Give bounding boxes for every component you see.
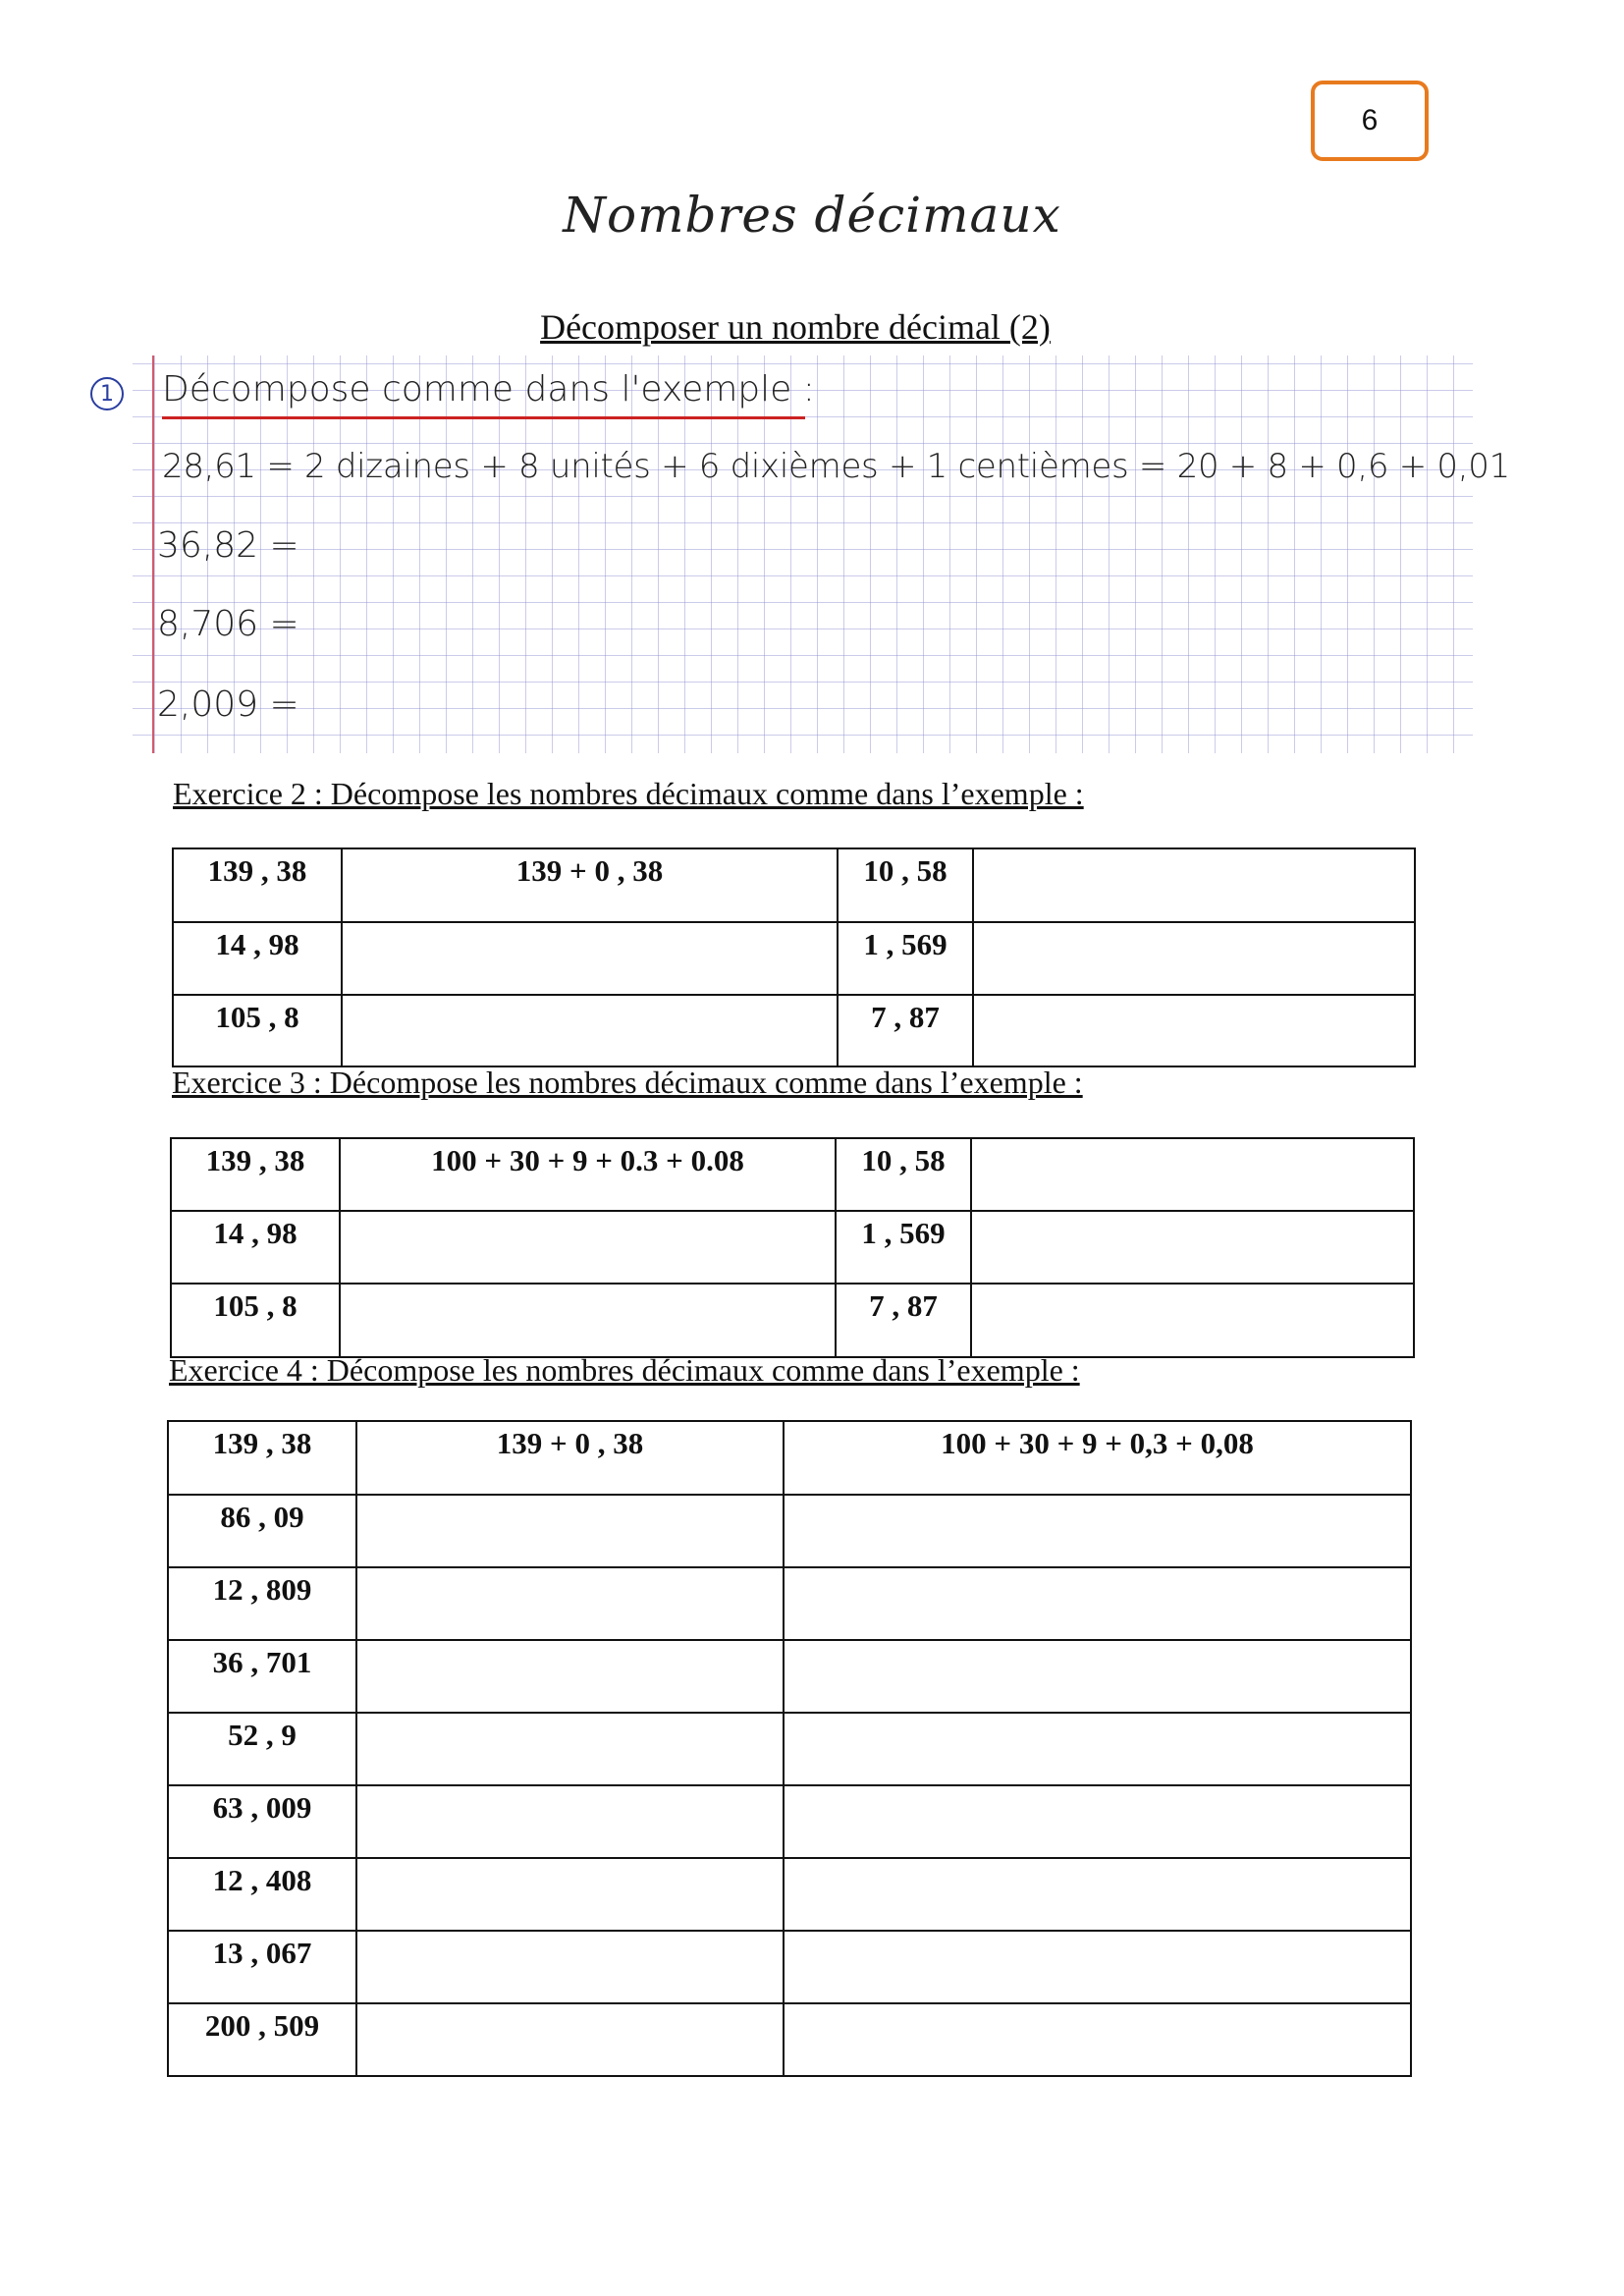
answer-cell[interactable] [356, 1785, 784, 1858]
answer-cell[interactable]: 100 + 30 + 9 + 0,3 + 0,08 [784, 1421, 1411, 1495]
exercise3-table [170, 1137, 1415, 1358]
margin-line [152, 355, 154, 753]
answer-cell[interactable] [973, 848, 1415, 922]
table-row [168, 1713, 1411, 1785]
answer-cell[interactable] [784, 2003, 1411, 2076]
page-subtitle: Décomposer un nombre décimal (2) [540, 307, 1051, 347]
number-cell: 12 , 408 [168, 1858, 356, 1931]
answer-cell[interactable] [784, 1567, 1411, 1640]
answer-cell[interactable] [342, 922, 838, 995]
number-cell: 7 , 87 [838, 995, 973, 1066]
table-row [168, 1567, 1411, 1640]
page-title: Nombres décimaux [563, 187, 1061, 244]
number-cell: 105 , 8 [171, 1284, 340, 1357]
answer-cell[interactable] [356, 1858, 784, 1931]
answer-cell[interactable] [784, 1713, 1411, 1785]
number-cell: 105 , 8 [173, 995, 342, 1066]
exercise4-table [167, 1420, 1412, 2077]
answer-cell[interactable] [784, 1931, 1411, 2003]
answer-cell[interactable] [973, 995, 1415, 1066]
number-cell: 14 , 98 [173, 922, 342, 995]
table-row [173, 995, 1415, 1066]
answer-cell[interactable] [356, 1931, 784, 2003]
number-cell: 139 , 38 [173, 848, 342, 922]
answer-cell[interactable] [356, 1495, 784, 1567]
number-cell: 36 , 701 [168, 1640, 356, 1713]
answer-cell[interactable] [973, 922, 1415, 995]
table-row [171, 1284, 1414, 1357]
exercise1-item-3: 2,009 = [157, 684, 299, 725]
answer-cell[interactable] [784, 1495, 1411, 1567]
exercise2-title: Exercice 2 : Décompose les nombres décimaux comme dans l’exemple : [173, 776, 1084, 811]
exercise1-item-1: 36,82 = [157, 525, 299, 566]
exercise4-title: Exercice 4 : Décompose les nombres décimaux comme dans l’exemple : [169, 1352, 1080, 1388]
exercise2-table [172, 847, 1416, 1067]
answer-cell[interactable] [784, 1858, 1411, 1931]
table-row [168, 1421, 1411, 1495]
answer-cell[interactable] [784, 1785, 1411, 1858]
number-cell: 86 , 09 [168, 1495, 356, 1567]
answer-cell[interactable] [342, 995, 838, 1066]
answer-cell[interactable]: 139 + 0 , 38 [356, 1421, 784, 1495]
exercise1-example: 28,61 = 2 dizaines + 8 unités + 6 dixièmes + 1 centièmes = 20 + 8 + 0,6 + 0,01 [162, 447, 1510, 486]
number-cell: 200 , 509 [168, 2003, 356, 2076]
number-cell: 1 , 569 [838, 922, 973, 995]
page-number-box [1311, 81, 1429, 161]
table-row [171, 1211, 1414, 1284]
exercise1-item-2: 8,706 = [157, 604, 299, 644]
answer-cell[interactable] [356, 1713, 784, 1785]
number-cell: 139 , 38 [168, 1421, 356, 1495]
exercise1-instruction: Décompose comme dans l'exemple : [162, 369, 815, 410]
page-number: 6 [1361, 104, 1379, 137]
exercise3-title: Exercice 3 : Décompose les nombres décimaux comme dans l’exemple : [172, 1065, 1083, 1100]
number-cell: 7 , 87 [836, 1284, 971, 1357]
answer-cell[interactable] [356, 1567, 784, 1640]
number-cell: 10 , 58 [836, 1138, 971, 1211]
answer-cell[interactable] [971, 1138, 1414, 1211]
table-row [168, 1785, 1411, 1858]
answer-cell[interactable] [356, 1640, 784, 1713]
table-row [168, 1640, 1411, 1713]
number-cell: 63 , 009 [168, 1785, 356, 1858]
table-row [171, 1138, 1414, 1211]
number-cell: 52 , 9 [168, 1713, 356, 1785]
number-cell: 13 , 067 [168, 1931, 356, 2003]
answer-cell[interactable] [784, 1640, 1411, 1713]
number-cell: 14 , 98 [171, 1211, 340, 1284]
table-row [168, 1495, 1411, 1567]
table-row [173, 848, 1415, 922]
answer-cell[interactable] [971, 1284, 1414, 1357]
squared-paper [133, 355, 1473, 753]
table-row [168, 1931, 1411, 2003]
instruction-underline [162, 416, 805, 419]
number-cell: 139 , 38 [171, 1138, 340, 1211]
number-cell: 12 , 809 [168, 1567, 356, 1640]
table-row [173, 922, 1415, 995]
answer-cell[interactable] [340, 1211, 836, 1284]
answer-cell[interactable] [340, 1284, 836, 1357]
answer-cell[interactable]: 139 + 0 , 38 [342, 848, 838, 922]
number-cell: 10 , 58 [838, 848, 973, 922]
number-cell: 1 , 569 [836, 1211, 971, 1284]
exercise1-number: 1 [90, 377, 124, 410]
answer-cell[interactable] [356, 2003, 784, 2076]
answer-cell[interactable]: 100 + 30 + 9 + 0.3 + 0.08 [340, 1138, 836, 1211]
table-row [168, 2003, 1411, 2076]
table-row [168, 1858, 1411, 1931]
answer-cell[interactable] [971, 1211, 1414, 1284]
